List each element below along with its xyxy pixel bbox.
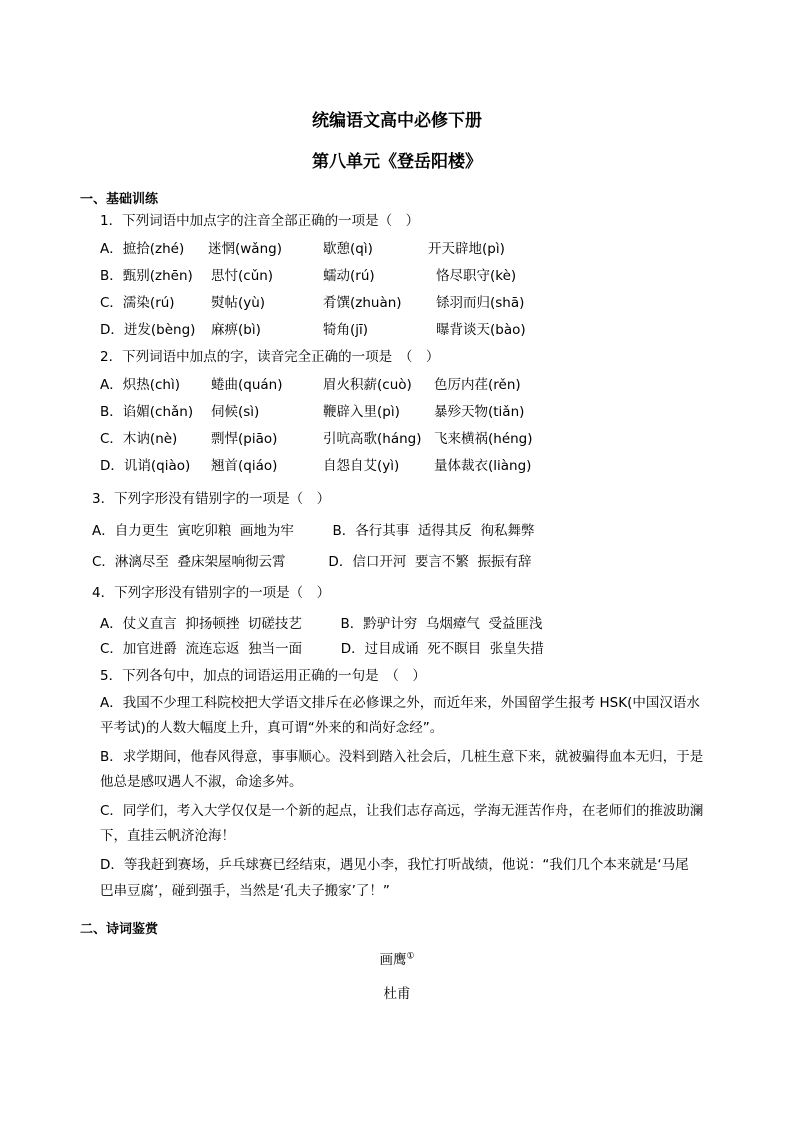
section-heading-2: 二、诗词鉴赏 bbox=[80, 922, 159, 937]
q2-b-4: 暴殄天物(tiǎn) bbox=[434, 404, 525, 420]
q1-a-1: A．摭拾(zhé) bbox=[100, 241, 185, 257]
q2-d-2: 翘首(qiáo) bbox=[211, 458, 278, 474]
q5-line-5: C．同学们，考入大学仅仅是一个新的起点，让我们志存高远，学海无涯苦作舟，在老师们的推波助澜 bbox=[100, 803, 704, 819]
q1-b-4: 恪尽职守(kè) bbox=[436, 268, 517, 284]
q5-stem: 5．下列各句中，加点的词语运用正确的一句是 （ ） bbox=[100, 668, 426, 684]
q1-b-1: B．甄别(zhēn) bbox=[100, 268, 193, 284]
q2-c-4: 飞来横祸(héng) bbox=[434, 431, 533, 447]
q2-b-1: B．谄媚(chǎn) bbox=[100, 404, 194, 420]
q1-c-2: 熨帖(yù) bbox=[211, 295, 266, 311]
q2-a-3: 眉火积薪(cuò) bbox=[323, 377, 412, 393]
q2-c-1: C．木讷(nè) bbox=[100, 431, 178, 447]
q3-options-ab: A．自力更生 寅吃卯粮 画地为牢 B．各行其事 适得其反 徇私舞弊 bbox=[92, 523, 535, 539]
q2-a-2: 蜷曲(quán) bbox=[211, 377, 283, 393]
q1-a-4: 开天辟地(pì) bbox=[428, 241, 505, 257]
q2-stem: 2．下列词语中加点的字，读音完全正确的一项是 （ ） bbox=[100, 349, 440, 365]
q1-c-4: 铩羽而归(shā) bbox=[436, 295, 525, 311]
q3-stem: 3．下列字形没有错别字的一项是（ ） bbox=[92, 491, 331, 507]
q2-a-1: A．炽热(chì) bbox=[100, 377, 180, 393]
q3-options-cd: C．淋漓尽至 叠床架屋响彻云霄 D．信口开河 要言不繁 振振有辞 bbox=[92, 554, 532, 570]
q1-d-4: 曝背谈天(bào) bbox=[436, 322, 526, 338]
q5-line-2: 平考试)的人数大幅度上升，真可谓“外来的和尚好念经”。 bbox=[100, 720, 444, 736]
q4-stem: 4．下列字形没有错别字的一项是（ ） bbox=[92, 585, 331, 601]
q1-d-3: 犄角(jī) bbox=[323, 322, 369, 338]
section-heading-1: 一、基础训练 bbox=[80, 192, 159, 207]
q1-stem: 1．下列词语中加点字的注音全部正确的一项是（ ） bbox=[100, 213, 420, 229]
q2-b-2: 伺候(sì) bbox=[211, 404, 260, 420]
q2-d-4: 量体裁衣(liàng) bbox=[434, 458, 532, 474]
q2-a-4: 色厉内荏(rěn) bbox=[434, 377, 521, 393]
q1-b-2: 思忖(cǔn) bbox=[211, 268, 274, 284]
q1-d-2: 麻痹(bì) bbox=[211, 322, 261, 338]
q1-d-1: D．迸发(bèng) bbox=[100, 322, 196, 338]
page-title: 统编语文高中必修下册 bbox=[312, 111, 482, 131]
q1-c-1: C．濡染(rú) bbox=[100, 295, 175, 311]
page-subtitle: 第八单元《登岳阳楼》 bbox=[312, 152, 482, 172]
q1-c-3: 肴馔(zhuàn) bbox=[323, 295, 402, 311]
footnote-marker: ① bbox=[406, 951, 415, 962]
q2-d-1: D．讥诮(qiào) bbox=[100, 458, 191, 474]
q1-b-3: 蠕动(rú) bbox=[323, 268, 375, 284]
q1-a-3: 歇憩(qì) bbox=[323, 241, 373, 257]
q2-b-3: 鞭辟入里(pì) bbox=[323, 404, 400, 420]
q5-line-3: B．求学期间，他春风得意，事事顺心。没料到踏入社会后，几桩生意下来，就被骗得血本无归，于是 bbox=[100, 749, 704, 765]
q2-c-2: 剽悍(piāo) bbox=[211, 431, 278, 447]
q5-line-8: 巴串豆腐’，碰到强手，当然是‘孔夫子搬家’了！” bbox=[100, 883, 390, 899]
q1-a-2: 迷惘(wǎng) bbox=[208, 241, 282, 257]
poem-author: 杜甫 bbox=[383, 986, 411, 1002]
poem-title-line bbox=[0, 948, 794, 968]
q5-line-6: 下，直挂云帆济沧海！ bbox=[100, 828, 235, 844]
q5-line-4: 他总是感叹遇人不淑，命途多舛。 bbox=[100, 774, 303, 790]
poem-title: 画鹰 bbox=[379, 952, 407, 968]
q5-line-1: A．我国不少理工科院校把大学语文排斥在必修课之外，而近年来，外国留学生报考 HSK(中国汉语水 bbox=[100, 695, 700, 711]
q4-options-ab: A．仗义直言 抑扬顿挫 切磋技艺 B．黔驴计穷 乌烟瘴气 受益匪浅 bbox=[100, 616, 543, 632]
q2-d-3: 自怨自艾(yì) bbox=[323, 458, 400, 474]
q2-c-3: 引吭高歌(háng) bbox=[323, 431, 422, 447]
q5-line-7: D．等我赶到赛场，乒乓球赛已经结束，遇见小李，我忙打听战绩，他说：“我们几个本来就是‘马尾 bbox=[100, 857, 689, 873]
q4-options-cd: C．加官进爵 流连忘返 独当一面 D．过目成诵 死不瞑目 张皇失措 bbox=[100, 641, 544, 657]
